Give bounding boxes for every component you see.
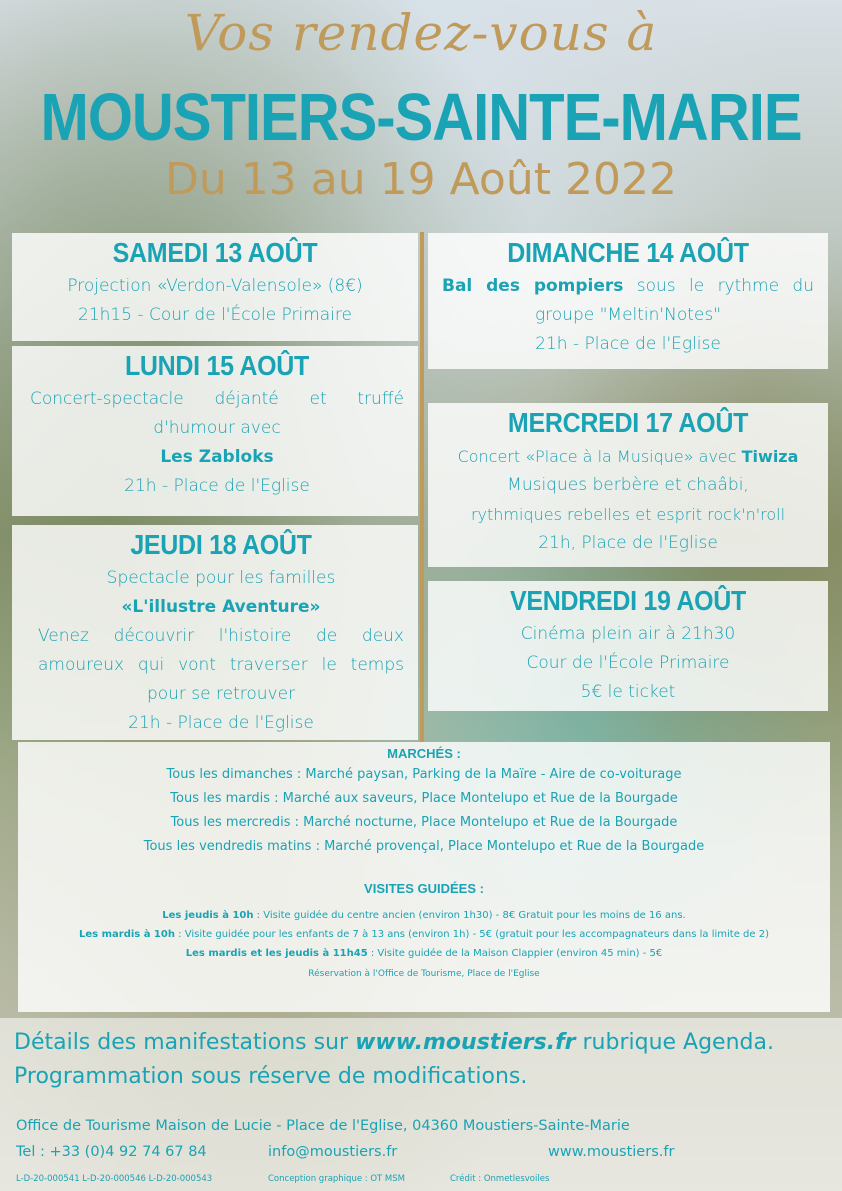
event-place: Cour de l'École Primaire (526, 653, 730, 673)
design-credit: Conception graphique : OT MSM (268, 1174, 405, 1184)
event-description: Cinéma plein air à 21h30 (520, 624, 736, 644)
event-day: MERCREDI 17 AOÛT (507, 407, 749, 439)
event-time-place: 21h - Place de l'Eglise (128, 713, 314, 733)
event-price: 5€ le ticket (580, 682, 676, 702)
date-range: Du 13 au 19 Août 2022 (165, 154, 677, 205)
event-card-thursday (12, 525, 418, 740)
market-item: Tous les vendredis matins : Marché provençal, Place Montelupo et Rue de la Bourgade (143, 839, 705, 854)
event-description: Projection «Verdon-Valensole» (8€) (67, 276, 363, 296)
event-description (428, 442, 828, 471)
event-day: SAMEDI 13 AOÛT (112, 237, 318, 269)
markets-visits-panel (18, 742, 830, 1012)
market-item: Tous les dimanches : Marché paysan, Parking de la Maïre - Aire de co-voiturage (166, 767, 682, 782)
event-title: «L'illustre Aventure» (121, 597, 321, 617)
photo-credit: Crédit : Onmetlesvoiles (450, 1174, 550, 1184)
event-description-text: Concert «Place à la Musique» avec (457, 447, 742, 466)
visits-heading: VISITES GUIDÉES : (364, 881, 484, 896)
event-detail: Musiques berbère et chaâbi, (507, 475, 749, 495)
event-day: VENDREDI 19 AOÛT (510, 585, 746, 617)
details-text: Détails des manifestations sur (14, 1030, 356, 1055)
event-performer: Les Zabloks (160, 447, 274, 467)
details-text: rubrique Agenda. (575, 1030, 774, 1055)
markets-heading: MARCHÉS : (387, 746, 461, 761)
market-item: Tous les mardis : Marché aux saveurs, Place Montelupo et Rue de la Bourgade (170, 791, 678, 806)
visit-text: : Visite guidée pour les enfants de 7 à 13 ans (environ 1h) - 5€ (gratuit pour les accompagnateurs dans la limite de 2) (174, 929, 769, 940)
reservation-note: Réservation à l'Office de Tourisme, Place de l'Eglise (308, 969, 540, 979)
event-card-monday (12, 346, 418, 516)
phone: Tel : +33 (0)4 92 74 67 84 (16, 1144, 207, 1160)
event-day: DIMANCHE 14 AOÛT (507, 237, 749, 269)
event-time-place: 21h - Place de l'Eglise (124, 476, 310, 496)
event-description-text: sous le rythme du groupe "Meltin'Notes" (534, 276, 814, 325)
visit-time: Les mardis à 10h (79, 929, 175, 940)
visit-item (18, 925, 830, 944)
website-link[interactable]: www.moustiers.fr (548, 1144, 675, 1160)
market-item: Tous les mercredis : Marché nocturne, Place Montelupo et Rue de la Bourgade (170, 815, 678, 830)
event-day: LUNDI 15 AOÛT (124, 350, 310, 382)
event-card-wednesday (428, 403, 828, 567)
details-block (14, 1026, 834, 1094)
visit-time: Les jeudis à 10h (162, 910, 254, 921)
event-detail: rythmiques rebelles et esprit rock'n'roll (470, 505, 786, 524)
event-card-saturday (12, 233, 418, 341)
page-title: MOUSTIERS-SAINTE-MARIE (40, 80, 802, 155)
visit-time: Les mardis et les jeudis à 11h45 (185, 948, 368, 959)
visit-text: : Visite guidée du centre ancien (environ 1h30) - 8€ Gratuit pour les moins de 16 ans. (253, 910, 686, 921)
details-line (14, 1026, 834, 1060)
event-performer: Tiwiza (741, 447, 799, 466)
visit-item (18, 906, 830, 925)
event-description (442, 272, 814, 330)
event-time-place: 21h - Place de l'Eglise (535, 334, 721, 354)
website-link[interactable]: www.moustiers.fr (355, 1030, 576, 1055)
event-description: Concert-spectacle déjanté et truffé d'humour avec (30, 389, 404, 438)
visit-item (18, 944, 830, 963)
column-divider (420, 232, 424, 742)
event-day: JEUDI 18 AOÛT (130, 529, 312, 561)
event-time-place: 21h15 - Cour de l'École Primaire (78, 305, 352, 325)
visit-text: : Visite guidée de la Maison Clappier (environ 45 min) - 5€ (367, 948, 663, 959)
event-time-place: 21h, Place de l'Eglise (538, 533, 718, 553)
event-card-sunday (428, 233, 828, 369)
script-heading: Vos rendez-vous à (184, 4, 658, 62)
reserve-note: Programmation sous réserve de modifications. (14, 1064, 528, 1089)
event-highlight: Bal des pompiers (442, 276, 624, 296)
licence-numbers: L-D-20-000541 L-D-20-000546 L-D-20-000543 (16, 1174, 213, 1184)
email-link[interactable]: info@moustiers.fr (268, 1144, 398, 1160)
event-description: Spectacle pour les familles (106, 568, 336, 588)
address: Office de Tourisme Maison de Lucie - Place de l'Eglise, 04360 Moustiers-Sainte-Marie (16, 1118, 630, 1134)
event-detail: Venez découvrir l'histoire de deux amoureux qui vont traverser le temps pour se retrouver (38, 626, 404, 704)
event-card-friday (428, 581, 828, 711)
